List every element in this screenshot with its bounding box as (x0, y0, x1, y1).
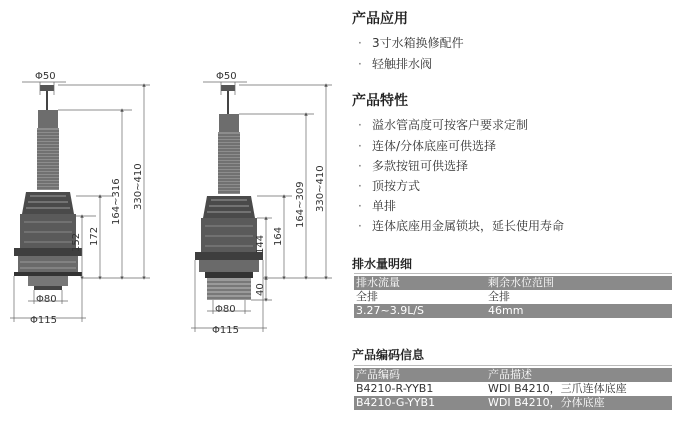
valve-drawing-right (195, 85, 263, 300)
divider (354, 365, 672, 366)
right-top-diameter: Φ50 (216, 71, 237, 82)
right-dim-164: 164 (273, 226, 284, 246)
feature-item: · 单排 (358, 199, 397, 213)
feature-item: · 连体/分体底座可供选择 (358, 139, 497, 153)
right-dim-330-410: 330~410 (315, 165, 326, 212)
left-dim-172: 172 (89, 226, 100, 246)
ribbed-pipe-right (218, 132, 240, 194)
table-row: 3.27~3.9L/S 46mm (354, 304, 672, 318)
valve-drawing-left (14, 85, 82, 290)
drain-table-header: 排水流量 剩余水位范围 (354, 276, 672, 290)
drain-table (354, 276, 672, 318)
right-dim-40: 40 (255, 283, 266, 296)
feature-item: · 顶按方式 (358, 179, 421, 193)
feature-item: · 连体底座用金属锁块，延长使用寿命 (358, 219, 565, 233)
right-dim-164-309: 164~309 (295, 181, 306, 228)
table-row: B4210-R-YYB1 WDI B4210，三爪连体底座 (354, 382, 672, 396)
drain-title: 排水量明细 (352, 257, 413, 271)
left-dim-330-410: 330~410 (133, 163, 144, 210)
left-top-diameter: Φ50 (35, 71, 56, 82)
codes-title: 产品编码信息 (352, 348, 425, 362)
right-bottom-diameter-115: Φ115 (212, 325, 239, 336)
application-item: · 轻触排水阀 (358, 57, 433, 71)
features-title: 产品特性 (352, 93, 408, 109)
application-item: · 3寸水箱换修配件 (358, 36, 464, 50)
application-title: 产品应用 (352, 11, 408, 27)
left-dim-152: 152 (71, 232, 82, 252)
codes-table (354, 368, 672, 410)
left-bottom-diameter-80: Φ80 (36, 294, 57, 305)
left-dim-164-316: 164~316 (111, 178, 122, 225)
codes-table-header: 产品编码 产品描述 (354, 368, 672, 382)
feature-item: · 溢水管高度可按客户要求定制 (358, 118, 529, 132)
right-bottom-diameter-80: Φ80 (215, 304, 236, 315)
table-row: 全排 全排 (354, 290, 672, 304)
feature-item: · 多款按钮可供选择 (358, 159, 469, 173)
ribbed-pipe-left (37, 128, 59, 190)
table-row: B4210-G-YYB1 WDI B4210，分体底座 (354, 396, 672, 410)
right-dim-144: 144 (255, 234, 266, 254)
left-bottom-diameter-115: Φ115 (30, 315, 57, 326)
divider (354, 273, 672, 274)
